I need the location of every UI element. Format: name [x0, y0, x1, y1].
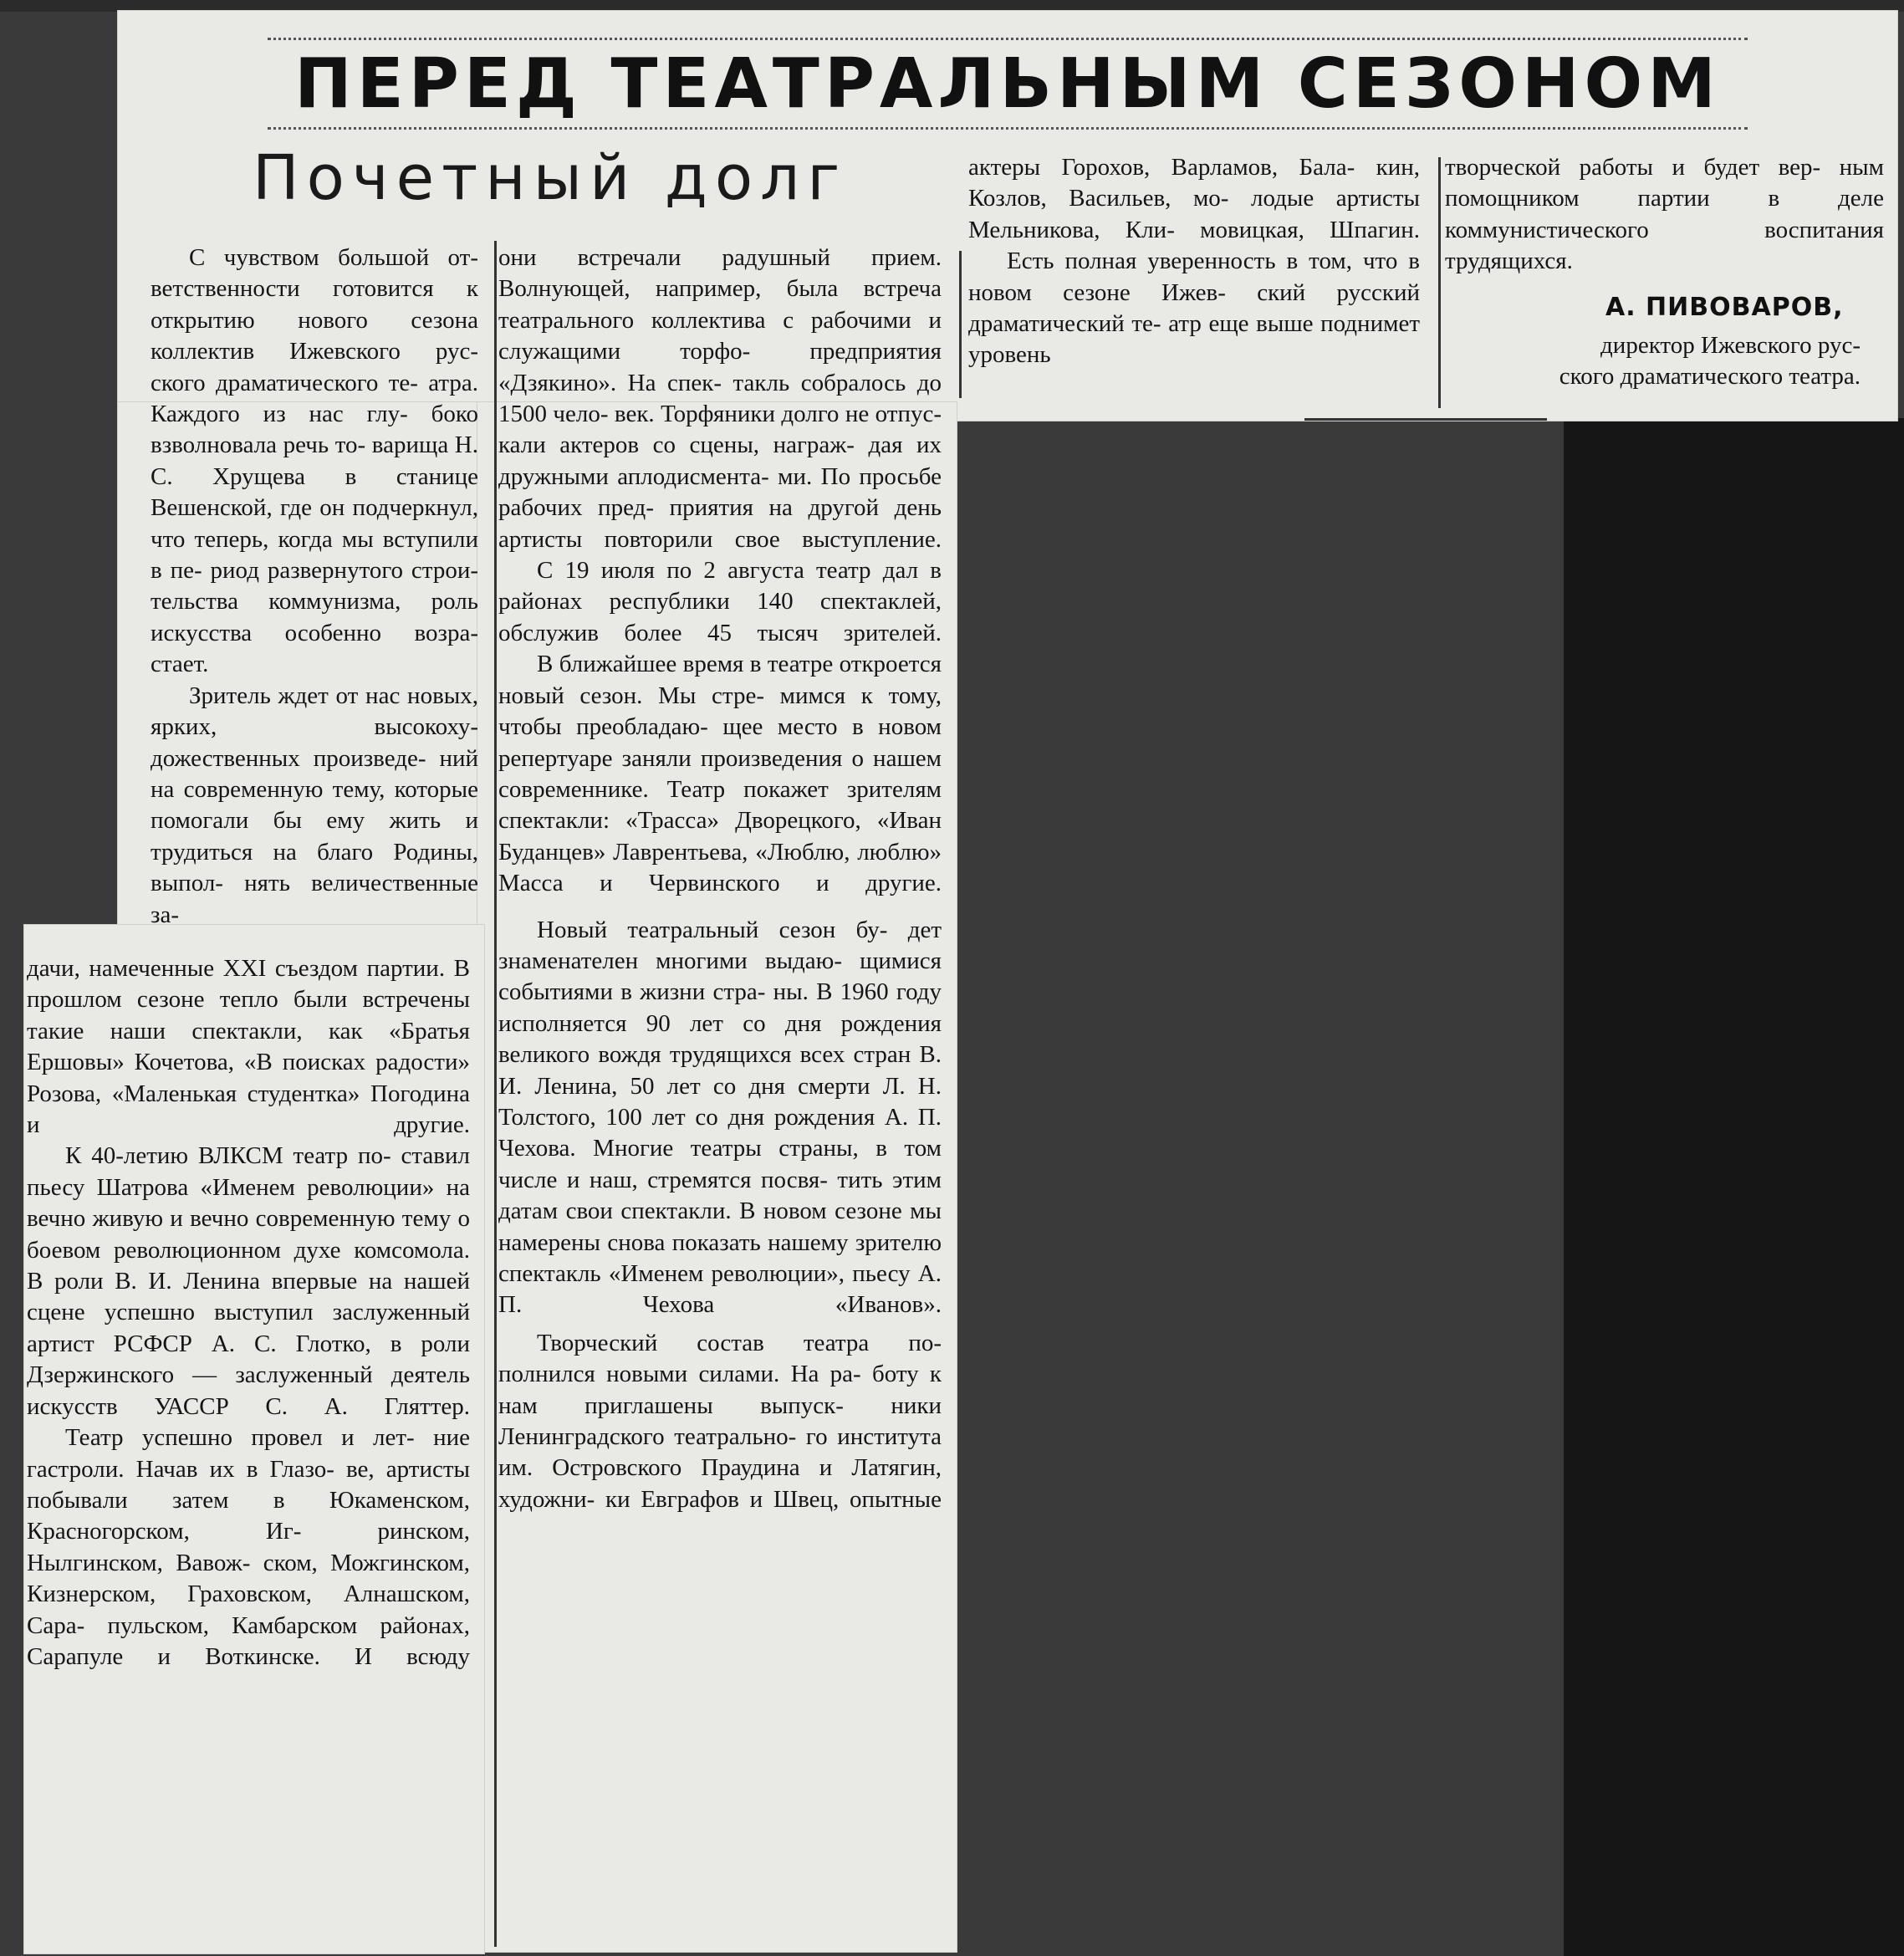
- paragraph: Новый театральный сезон бу- дет знаменателен многими выдаю- щимися событиями в жизни стра- ны. В 1960 году исполняется 90 лет со дня рождения великого вождя трудящихся всех стран В. И. Ленина, 50 лет со дня смерти Л. Н. Толстого, 100 лет со дня рождения А. П. Чехова. Многие театры страны, в том числе и наш, стремятся посвя- тить этим датам свои спектакли. В новом сезоне мы намерены снова показать нашему зрителю спектакль «Именем революции», пьесу А. П. Чехова «Иванов».: [498, 916, 942, 1319]
- column-rule-3: [1438, 157, 1441, 408]
- article-column-1: [151, 243, 478, 931]
- column-rule-2: [959, 251, 962, 398]
- paragraph: актеры Горохов, Варламов, Бала- кин, Козлов, Васильев, мо- лодые артисты Мельникова, Кли- мовицкая, Шпагин.: [968, 154, 1420, 243]
- column-rule-1: [494, 241, 497, 1947]
- author-title: директор Ижевского рус- ского драматического театра.: [1559, 332, 1861, 391]
- paragraph: творческой работы и будет вер- ным помощником партии в деле коммунистического воспитания трудящихся.: [1445, 154, 1884, 275]
- end-rule: [1304, 418, 1547, 421]
- paragraph: С чувством большой от- ветственности готовится к открытию нового сезона коллектив Ижевского рус- ского драматического те- атра. Каждого из нас глу- боко взволновала речь то- варища Н. С. Хрущева в станице Вешенской, где он подчеркнул, что теперь, когда мы вступили в пе- риод развернутого строи- тельства коммунизма, роль искусства особенно возра- стает.: [151, 244, 479, 678]
- background-dark-area: [1564, 418, 1904, 1956]
- rubric-banner: [268, 38, 1748, 130]
- article-column-4: [1445, 152, 1884, 278]
- rubric-title: ПЕРЕД ТЕАТРАЛЬНЫМ СЕЗОНОМ: [279, 44, 1736, 124]
- paragraph: Есть полная уверенность в том, что в новом сезоне Ижев- ский русский драматический те- атр еще выше поднимет уровень: [968, 248, 1421, 369]
- article-column-1-lower: [27, 953, 470, 1673]
- paragraph: Творческий состав театра по- полнился новыми силами. На ра- боту к нам приглашены выпуск- ники Ленинградского театрально- го института им. Островского Праудина и Латягин, художни- ки Евграфов и Швец, опытные: [498, 1329, 942, 1513]
- paragraph: они встречали радушный прием. Волнующей, например, была встреча театрального коллектива с рабочими и служащими торфо- предприятия «Дзякино». На спек- такль собралось до 1500 чело- век. Торфяники долго не отпус- кали актеров со сцены, награж- дая их дружными аплодисмента- ми. По просьбе рабочих пред- приятия на другой день артисты повторили свое выступление.: [498, 244, 942, 553]
- paragraph: В ближайшее время в театре откроется новый сезон. Мы стре- мимся к тому, чтобы преобладаю- щее место в новом репертуаре заняли произведения о нашем современнике. Театр покажет зрителям спектакли: «Трасса» Дворецкого, «Иван Буданцев» Лаврентьева, «Люблю, люблю» Масса и Червинского и другие.: [498, 651, 942, 897]
- paragraph: К 40-летию ВЛКСМ театр по- ставил пьесу Шатрова «Именем революции» на вечно живую и вечно современную тему о боевом революционном духе комсомола. В роли В. И. Ленина впервые на нашей сцене успешно выступил заслуженный артист РСФСР А. С. Глотко, в роли Дзержинского — заслуженный деятель искусств УАССР С. А. Гляттер.: [27, 1142, 470, 1420]
- article-headline: Почетный долг: [253, 142, 848, 214]
- paragraph: Театр успешно провел и лет- ние гастроли. Начав их в Глазо- ве, артисты побывали затем в Юкаменском, Красногорском, Иг- ринском, Нылгинском, Вавож- ском, Можгинском, Кизнерском, Граховском, Алнашском, Сара- пульском, Камбарском районах, Сарапуле и Воткинске. И всюду: [27, 1424, 471, 1670]
- paragraph: Зритель ждет от нас новых, ярких, высокоху- дожественных произведе- ний на современную тему, которые помогали бы ему жить и трудиться на благо Родины, выпол- нять величественные за-: [151, 682, 479, 928]
- author-name: А. ПИВОВАРОВ,: [1605, 293, 1844, 322]
- article-column-2: [498, 243, 942, 1515]
- article-column-3: [968, 152, 1420, 371]
- paragraph: С 19 июля по 2 августа театр дал в районах республики 140 спектаклей, обслужив более 45 тысяч зрителей.: [498, 557, 942, 646]
- paragraph: дачи, намеченные XXI съездом партии. В прошлом сезоне тепло были встречены такие наши спектакли, как «Братья Ершовы» Кочетова, «В поисках радости» Розова, «Маленькая студентка» Погодина и другие.: [27, 955, 471, 1139]
